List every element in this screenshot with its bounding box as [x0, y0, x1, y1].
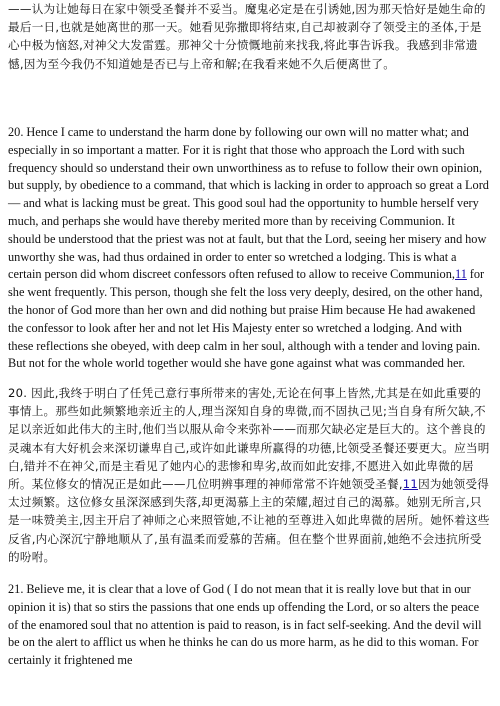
- paragraph-text: for she went frequently. This person, though she felt the loss very deeply, desired, on the other hand, the honor of God more than her own and did nothing but praise Him because He had awakened the confessor to look after her and not let His Majesty enter so wretched a lodging. And with these reflections she obeyed, with deep calm in her soul, although with a tender and loving pain. But not for the whole world together would she have gone against what was commanded her.: [8, 267, 485, 371]
- paragraph-text: ——认为让她每日在家中领受圣餐并不妥当。魔鬼必定是在引诱她,因为那天恰好是她生命的最后一日,也就是她离世的那一天。她看见弥撒即将结束,自己却被剥夺了领受主的圣体,于是心中极为恼怒,对神父大发雷霆。那神父十分愤慨地前来找我,将此事告诉我。我感到非常遗憾,因为至今我仍不知道她是否已与上帝和解;在我看来她不久后便离世了。: [8, 2, 486, 71]
- paragraph-english-20: [8, 124, 490, 373]
- paragraph-english-21: [8, 581, 490, 670]
- paragraph-text: 20. 因此,我终于明白了任凭己意行事所带来的害处,无论在何事上皆然,尤其是在如此重要的事情上。那些如此频繁地亲近主的人,理当深知自身的卑微,而不固执己见;当自身有所欠缺,不足以亲近如此伟大的主时,他们当以服从命令来弥补——而那欠缺必定是巨大的。这个善良的灵魂本有大好机会来深切谦卑自己,或许如此谦卑所赢得的功德,比领受圣餐还要更大。应当明白,错并不在神父,而是主看见了她内心的悲惨和卑劣,故而如此安排,不愿进入如此卑微的居所。某位修女的情况正是如此——几位明辨事理的神师常常不许她领受圣餐,: [8, 386, 490, 492]
- paragraph-text: 因为她领受得太过频繁。这位修女虽深深感到失落,却更渴慕上主的荣耀,超过自己的渴慕。她别无所言,只是一味赞美主,因主开启了神师之心来照管她,不让祂的至尊进入如此卑微的居所。她怀着这些反省,内心深沉宁静地顺从了,虽有温柔而爱慕的苦痛。但在整个世界面前,她绝不会违抗所受的吩咐。: [8, 477, 490, 564]
- footnote-link[interactable]: 11: [455, 267, 467, 282]
- paragraph-chinese-20: [8, 384, 490, 566]
- paragraph-chinese-continued: [8, 0, 490, 73]
- paragraph-text: 21. Believe me, it is clear that a love of God ( I do not mean that it is really love but that in our opinion it is) that so stirs the passions that one ends up offending the Lord, or so alters the peace of the enamored soul that no attention is paid to reason, is in fact self-seeking. And the devil will be on the alert to afflict us when he thinks he can do us more harm, as he did to this woman. For certainly it frightened me: [8, 582, 482, 668]
- paragraph-text: 20. Hence I came to understand the harm done by following our own will no matter what; and especially in so important a matter. For it is right that those who approach the Lord with such frequency should so understand their own unworthiness as to refuse to follow their own opinion, but supply, by obedience to a command, that which is lacking in order to approach so great a Lord — and what is lacking must be great. This good soul had the opportunity to humble herself very much, and perhaps she would have thereby merited more than by receiving Communion. It should be understood that the priest was not at fault, but that the Lord, seeing her misery and how unworthy she was, had thus ordained in order to enter so wretched a lodging. This is what a certain person did whom discreet confessors often refused to allow to receive Communion,: [8, 125, 489, 282]
- footnote-link[interactable]: 11: [402, 477, 419, 492]
